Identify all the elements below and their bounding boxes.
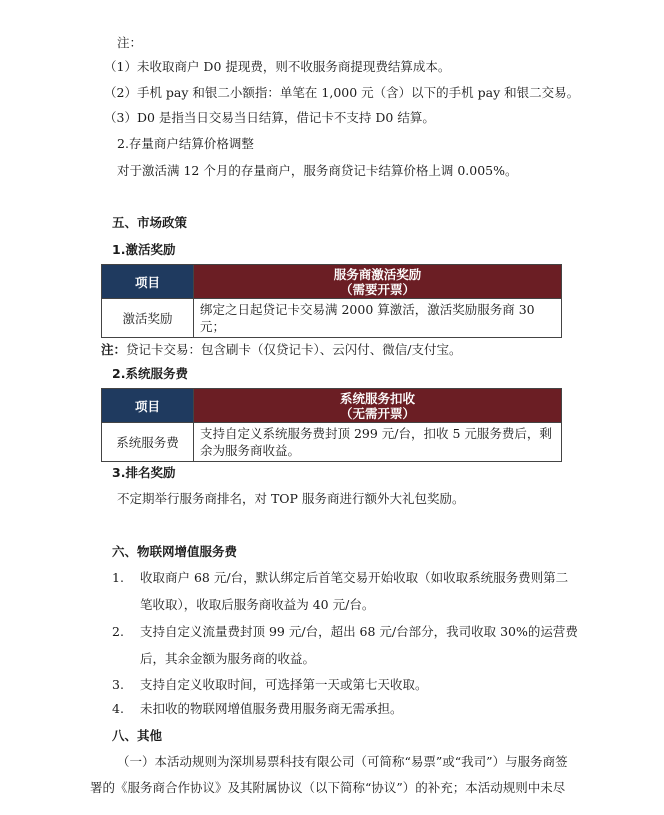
table1-row-label: 激活奖励 (102, 299, 194, 338)
section6-heading: 六、物联网增值服务费 (112, 544, 238, 559)
table2-header-line1: 系统服务扣收 (339, 390, 415, 406)
section6-item-2-num: 2. (112, 624, 124, 639)
section8-line1: （一）本活动规则为深圳易票科技有限公司（可简称“易票”或“我司”）与服务商签 (117, 754, 568, 769)
notes-title: 注： (117, 35, 143, 50)
section5-note-label: 注： (101, 342, 127, 357)
table2-row-value: 支持自定义系统服务费封顶 299 元/台，扣收 5 元服务费后，剩余为服务商收益。 (194, 423, 562, 462)
activation-table (101, 264, 562, 338)
system-fee-table (101, 388, 562, 462)
section6-item-2-line1: 支持自定义流量费封顶 99 元/台，超出 68 元/台部分，我司收取 30%的运营费 (140, 624, 578, 639)
section5-sub3: 3.排名奖励 (112, 465, 176, 480)
table2-header-line2: （无需开票） (339, 405, 415, 421)
section5-sub3-text: 不定期举行服务商排名，对 TOP 服务商进行额外大礼包奖励。 (117, 491, 465, 506)
section5-note (101, 341, 461, 359)
section5-sub1: 1.激活奖励 (112, 242, 176, 257)
section6-item-2-line2: 后，其余金额为服务商的收益。 (140, 651, 316, 666)
note-item-1: （1）未收取商户 D0 提现费，则不收服务商提现费结算成本。 (104, 59, 451, 74)
table1-header-line2: （需要开票） (339, 281, 415, 297)
table2-header-item: 项目 (102, 389, 194, 423)
section6-item-3-num: 3. (112, 677, 124, 692)
table1-row-value: 绑定之日起贷记卡交易满 2000 算激活，激活奖励服务商 30 元； (194, 299, 562, 338)
section8-line2: 署的《服务商合作协议》及其附属协议（以下简称“协议”）的补充；本活动规则中未尽 (90, 780, 566, 795)
section8-heading: 八、其他 (112, 728, 163, 743)
section5-heading: 五、市场政策 (112, 215, 188, 230)
table2-header-fee (194, 389, 562, 423)
table1-header-line1: 服务商激活奖励 (333, 266, 422, 282)
stock-heading: 2.存量商户结算价格调整 (117, 136, 254, 151)
stock-text: 对于激活满 12 个月的存量商户，服务商贷记卡结算价格上调 0.005%。 (117, 163, 518, 178)
note-item-3: （3）D0 是指当日交易当日结算，借记卡不支持 D0 结算。 (104, 110, 435, 125)
table1-header-item: 项目 (102, 265, 194, 299)
section6-item-4-line1: 未扣收的物联网增值服务费用服务商无需承担。 (140, 701, 403, 716)
section5-note-text: 贷记卡交易：包含刷卡（仅贷记卡）、云闪付、微信/支付宝。 (126, 342, 462, 357)
section6-item-1-line1: 收取商户 68 元/台，默认绑定后首笔交易开始收取（如收取系统服务费则第二 (140, 570, 569, 585)
note-item-2: （2）手机 pay 和银二小额指：单笔在 1,000 元（含）以下的手机 pay 和银二交易。 (104, 85, 580, 100)
section6-item-3-line1: 支持自定义收取时间，可选择第一天或第七天收取。 (140, 677, 428, 692)
section6-item-1-line2: 笔收取），收取后服务商收益为 40 元/台。 (140, 597, 375, 612)
section6-item-4-num: 4. (112, 701, 124, 716)
table2-row-label: 系统服务费 (102, 423, 194, 462)
section6-item-1-num: 1. (112, 570, 124, 585)
table1-header-reward (194, 265, 562, 299)
section5-sub2: 2.系统服务费 (112, 366, 188, 381)
